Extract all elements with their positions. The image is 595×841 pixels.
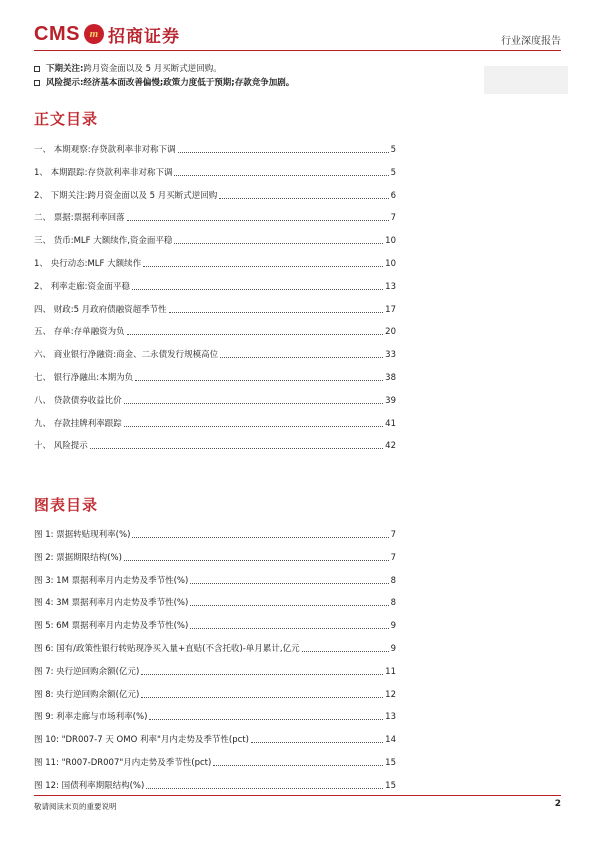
figure-entry-label: 图 1: 票据转贴现利率(%) bbox=[34, 530, 131, 540]
figure-entry[interactable] bbox=[34, 529, 396, 541]
toc-entry-label: 1、 本期跟踪:存贷款利率非对称下调 bbox=[34, 167, 173, 178]
figure-entry-label: 图 11: "R007-DR007"月内走势及季节性(pct) bbox=[34, 758, 212, 768]
square-bullet-icon bbox=[34, 66, 40, 72]
toc-entry[interactable] bbox=[34, 212, 396, 224]
toc-entry[interactable] bbox=[34, 235, 396, 247]
figure-entry[interactable] bbox=[34, 575, 396, 587]
page-number: 2 bbox=[554, 799, 561, 809]
toc-entry[interactable] bbox=[34, 167, 396, 179]
figure-entry-page: 15 bbox=[385, 758, 396, 768]
figure-entry-label: 图 7: 央行逆回购余额(亿元) bbox=[34, 666, 140, 677]
figure-entry-page: 7 bbox=[390, 530, 396, 540]
toc-entry-label: 二、 票据:票据利率回落 bbox=[34, 213, 125, 224]
dot-leader bbox=[132, 537, 388, 538]
dot-leader bbox=[135, 380, 383, 381]
dot-leader bbox=[146, 788, 383, 789]
bullet-text: 经济基本面改善偏慢;政策力度低于预期;存款竞争加剧。 bbox=[83, 78, 295, 88]
figure-entry-page: 13 bbox=[385, 712, 396, 723]
toc-entry-page: 41 bbox=[385, 418, 396, 429]
figure-entry[interactable] bbox=[34, 734, 396, 746]
logo-badge-icon: m bbox=[84, 24, 104, 44]
figure-entry[interactable] bbox=[34, 552, 396, 564]
figure-entry[interactable] bbox=[34, 643, 396, 655]
figure-entry[interactable] bbox=[34, 711, 396, 723]
toc-entry-page: 10 bbox=[385, 236, 396, 247]
toc-entry-label: 九、 存款挂牌利率跟踪 bbox=[34, 418, 122, 429]
dot-leader bbox=[219, 198, 388, 199]
logo-text-en: CMS bbox=[34, 22, 80, 45]
toc-entry-page: 10 bbox=[385, 259, 396, 269]
dot-leader bbox=[190, 605, 388, 606]
toc-entry-label: 2、 下期关注:跨月资金面以及 5 月买断式逆回购 bbox=[34, 190, 218, 201]
dot-leader bbox=[124, 403, 383, 404]
figure-entry-page: 8 bbox=[390, 598, 396, 609]
toc-entry-page: 39 bbox=[385, 395, 396, 406]
footer-divider bbox=[34, 795, 561, 796]
toc-entry[interactable] bbox=[34, 190, 396, 202]
toc-entry-label: 六、 商业银行净融资:商金、二永债发行规模高位 bbox=[34, 350, 219, 361]
toc-entry[interactable] bbox=[34, 440, 396, 452]
figure-entry[interactable] bbox=[34, 689, 396, 701]
toc-entry-page: 38 bbox=[385, 373, 396, 383]
dot-leader bbox=[174, 175, 388, 176]
dot-leader bbox=[141, 697, 383, 698]
bullet-text: 跨月资金面以及 5 月买断式逆回购。 bbox=[83, 64, 222, 74]
toc-entry[interactable] bbox=[34, 144, 396, 156]
toc-entry[interactable] bbox=[34, 418, 396, 430]
toc-entry-page: 5 bbox=[390, 145, 396, 155]
bullet-label: 下期关注: bbox=[46, 64, 84, 74]
dot-leader bbox=[132, 289, 383, 290]
figure-entry-label: 图 2: 票据期限结构(%) bbox=[34, 552, 122, 563]
dot-leader bbox=[169, 312, 383, 313]
dot-leader bbox=[124, 560, 389, 561]
dot-leader bbox=[149, 719, 383, 720]
figure-entry-label: 图 10: "DR007-7 天 OMO 利率"月内走势及季节性(pct) bbox=[34, 735, 249, 746]
dot-leader bbox=[124, 426, 383, 427]
figure-entry-label: 图 6: 国有/政策性银行转贴现净买入量+直贴(不含托收)-单月累计,亿元 bbox=[34, 644, 300, 654]
figure-entry-label: 图 3: 1M 票据利率月内走势及季节性(%) bbox=[34, 575, 189, 586]
toc-entry-label: 一、 本期观察:存贷款利率非对称下调 bbox=[34, 145, 176, 155]
figure-entry-page: 14 bbox=[385, 735, 396, 746]
toc-entry-page: 17 bbox=[385, 304, 396, 315]
toc-entry-page: 7 bbox=[390, 213, 396, 224]
figure-entry-page: 8 bbox=[390, 575, 396, 586]
toc-entry-label: 1、 央行动态:MLF 大额续作 bbox=[34, 259, 142, 269]
toc-entry[interactable] bbox=[34, 326, 396, 338]
toc-entry-page: 42 bbox=[385, 441, 396, 452]
dot-leader bbox=[302, 651, 389, 652]
figure-entry-page: 7 bbox=[390, 552, 396, 563]
dot-leader bbox=[220, 357, 383, 358]
toc-entry-label: 十、 风险提示 bbox=[34, 441, 88, 452]
dot-leader bbox=[90, 448, 383, 449]
dot-leader bbox=[174, 243, 383, 244]
dot-leader bbox=[190, 583, 388, 584]
figure-entry[interactable] bbox=[34, 597, 396, 609]
toc-entry[interactable] bbox=[34, 349, 396, 361]
dot-leader bbox=[178, 152, 389, 153]
figure-entry-page: 12 bbox=[385, 689, 396, 700]
figure-entry[interactable] bbox=[34, 780, 396, 792]
document-type: 行业深度报告 bbox=[501, 36, 561, 47]
dot-leader bbox=[127, 334, 384, 335]
dot-leader bbox=[213, 765, 383, 766]
square-bullet-icon bbox=[34, 80, 40, 86]
figures-title: 图表目录 bbox=[34, 496, 99, 514]
toc-entry-page: 5 bbox=[390, 167, 396, 178]
toc-entry-label: 五、 存单:存单融资为负 bbox=[34, 327, 125, 338]
toc-entry[interactable] bbox=[34, 395, 396, 407]
dot-leader bbox=[141, 674, 383, 675]
toc-entry-page: 20 bbox=[385, 327, 396, 338]
figure-entry[interactable] bbox=[34, 666, 396, 678]
figure-entry-page: 9 bbox=[390, 644, 396, 654]
figure-entry-page: 9 bbox=[390, 621, 396, 632]
toc-entry[interactable] bbox=[34, 372, 396, 384]
toc-entry-label: 三、 货币:MLF 大额续作,资金面平稳 bbox=[34, 236, 173, 247]
figure-entry[interactable] bbox=[34, 757, 396, 769]
figure-entry-page: 15 bbox=[385, 780, 396, 791]
dot-leader bbox=[251, 742, 383, 743]
toc-entry-label: 七、 银行净融出:本期为负 bbox=[34, 373, 134, 383]
bullet-label: 风险提示: bbox=[46, 78, 84, 88]
figure-entry[interactable] bbox=[34, 620, 396, 632]
toc-entry[interactable] bbox=[34, 258, 396, 270]
toc-title: 正文目录 bbox=[34, 110, 99, 128]
figure-entry-page: 11 bbox=[385, 666, 396, 677]
dot-leader bbox=[143, 266, 383, 267]
toc-entry-label: 四、 财政:5 月政府债融资超季节性 bbox=[34, 304, 167, 315]
toc-entry[interactable] bbox=[34, 304, 396, 316]
bullet-next-focus bbox=[34, 62, 564, 76]
bullet-risk bbox=[34, 76, 564, 90]
logo-text-cn: 招商证券 bbox=[107, 26, 180, 47]
toc-entry-page: 13 bbox=[385, 281, 396, 292]
summary-bullets bbox=[34, 62, 564, 90]
figure-entry-label: 图 12: 国债利率期限结构(%) bbox=[34, 780, 145, 791]
figure-entry-label: 图 5: 6M 票据利率月内走势及季节性(%) bbox=[34, 621, 189, 632]
toc-entry[interactable] bbox=[34, 281, 396, 293]
toc-entry-label: 八、 贷款债券收益比价 bbox=[34, 395, 122, 406]
toc-entry-label: 2、 利率走廊:资金面平稳 bbox=[34, 281, 130, 292]
figure-entry-label: 图 4: 3M 票据利率月内走势及季节性(%) bbox=[34, 598, 189, 609]
dot-leader bbox=[127, 220, 389, 221]
dot-leader bbox=[190, 628, 388, 629]
toc-entry-page: 33 bbox=[385, 350, 396, 361]
figure-entry-label: 图 8: 央行逆回购余额(亿元) bbox=[34, 689, 140, 700]
header-divider bbox=[34, 50, 561, 51]
footer-disclaimer: 敬请阅读末页的重要说明 bbox=[34, 802, 117, 811]
company-logo bbox=[34, 20, 180, 48]
page-header bbox=[34, 20, 561, 48]
figure-entry-label: 图 9: 利率走廊与市场利率(%) bbox=[34, 712, 148, 723]
toc-entry-page: 6 bbox=[390, 190, 396, 201]
